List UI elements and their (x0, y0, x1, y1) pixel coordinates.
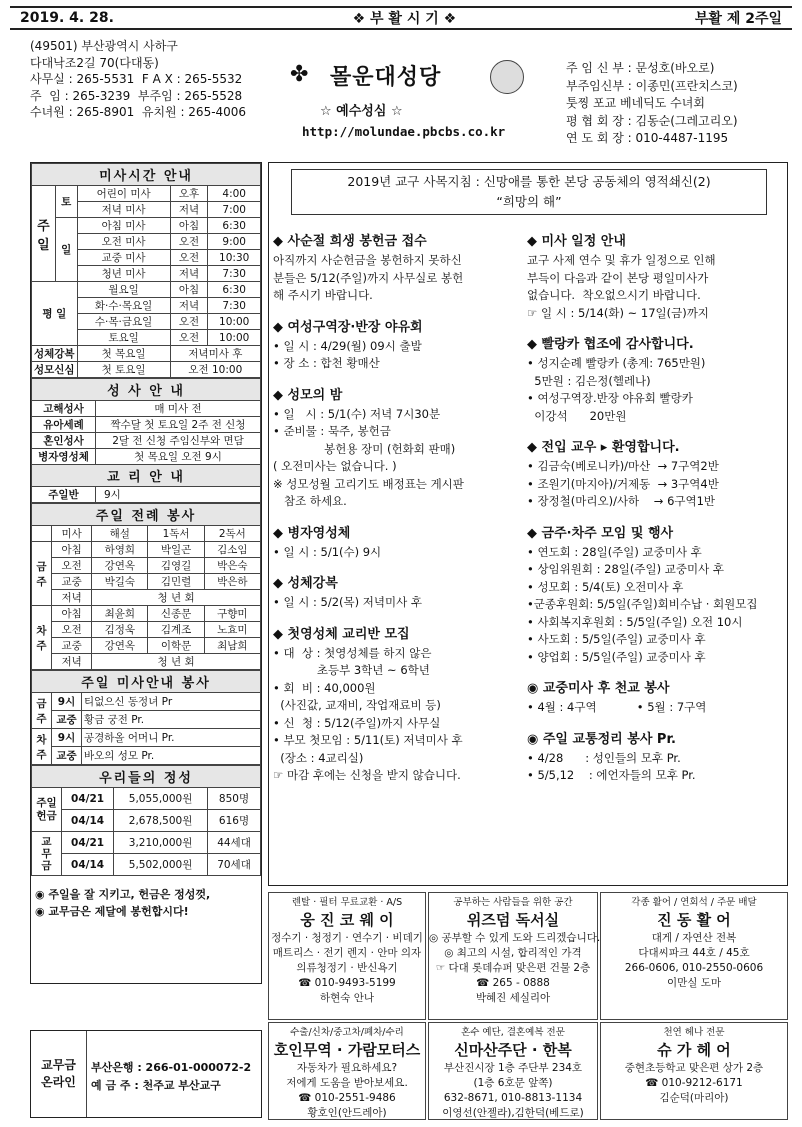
liturgy-group: 차주 (32, 606, 52, 670)
online-account: 부산은행 : 266-01-000072-2 예 금 주 : 천주교 부산교구 (91, 1061, 252, 1092)
mass-cell: 오전 10:00 (170, 362, 260, 378)
liturgy-cell: 박일곤 (148, 542, 204, 558)
notice-body: • 일 시 : 5/1(수) 9시 (273, 544, 382, 559)
notice-item (527, 231, 785, 322)
offering-count: 70세대 (208, 854, 261, 876)
ad-body: 중현초등학교 맞은편 상가 2층 ☎ 010-9212-6171 김순덕(마리아) (624, 1062, 764, 1104)
mass-extra-label: 성체강복 (32, 346, 78, 362)
liturgy-cell: 오전 (52, 558, 92, 574)
notice-item (273, 385, 525, 511)
sacrament-label: 병자영성체 (32, 449, 96, 465)
ad-top: 렌탈 · 필터 무료교환 · A/S (291, 897, 403, 908)
catechism-title: 교 리 안 내 (32, 465, 261, 487)
mass-cell: 첫 목요일 (77, 346, 170, 362)
notice-body: 교구 사제 연수 및 휴가 일정으로 인해 부득이 다음과 같이 본당 평일미사가 없습니다. 착오없으시기 바랍니다. ☞ 일 시 : 5/14(화) ~ 17일(금)까지 (527, 253, 716, 320)
liturgy-head: 미사 (52, 526, 92, 542)
ad-body: 정수기 · 청정기 · 연수기 · 비데기 매트리스 · 전기 렌지 · 안마 의자 의류청정기 · 반신욕기 ☎ 010-9493-5199 하현숙 안나 (271, 932, 423, 1004)
offering-amount: 3,210,000원 (114, 832, 208, 854)
notice-heading: ◆ 사순절 희생 봉헌금 접수 (273, 234, 427, 249)
guide-time: 9시 (52, 729, 82, 747)
offering-amount: 2,678,500원 (114, 810, 208, 832)
pastoral-title: 2019년 교구 사목지침 : 신망애를 통한 본당 공동체의 영적쇄신(2) “희망의 해” (291, 169, 767, 215)
sunday-label: 주일 (32, 186, 56, 282)
liturgy-cell: 노효미 (204, 622, 260, 638)
ad-body: 자동차가 필요하세요? 저에게 도움을 받아보세요. ☎ 010-2551-9486 황호인(안드레아) (286, 1062, 408, 1119)
mass-cell: 7:30 (208, 298, 261, 314)
liturgy-group: 금주 (32, 542, 52, 606)
parish-motto: ☆ 예수성심 ☆ (320, 104, 403, 119)
sacrament-label: 고해성사 (32, 401, 96, 417)
ad-top: 혼수 예단, 결혼예복 전문 (461, 1027, 565, 1038)
parish-name: 몰운대성당 (330, 65, 442, 90)
liturgy-cell: 최남희 (204, 638, 260, 654)
guide-title: 주일 미사안내 봉사 (32, 671, 261, 693)
mass-table (31, 163, 261, 378)
notice-body: • 일 시 : 4/29(월) 09시 출발 • 장 소 : 합천 황매산 (273, 338, 422, 370)
online-label: 교무금 온라인 (31, 1031, 87, 1117)
notice-item (527, 523, 785, 667)
ad-body: 대게 / 자연산 전복 다대씨파크 44호 / 45호 266-0606, 010-2550-0606 이만실 도마 (624, 932, 764, 989)
mass-row: 아침 미사 (77, 218, 170, 234)
ad-box (428, 892, 601, 1020)
mass-cell: 9:00 (208, 234, 261, 250)
liturgy-cell: 강연옥 (92, 558, 148, 574)
liturgy-cell: 김영길 (148, 558, 204, 574)
liturgy-cell: 교중 (52, 638, 92, 654)
sacrament-title: 성 사 안 내 (32, 379, 261, 401)
mass-extra-label: 성모신심 (32, 362, 78, 378)
ad-name: 웅 진 코 웨 이 (300, 911, 394, 929)
guide-value: 황금 궁전 Pr. (82, 711, 261, 729)
notice-body: • 연도회 : 28일(주일) 교중미사 후 • 상임위원회 : 28일(주일) 교중미사 후 • 성모회 : 5/4(토) 오전미사 후 •군종후원회: 5/5일(주일)회비수납 · 회원모집 • 사회복지후원회 : 5/5일(주일) 오전 10시 • 사도회 : 5/5일(주일) 교중미사 후 • 양업회 : 5/5일(주일) 교중미사 후 (527, 544, 758, 664)
notice-heading: ◉ 교중미사 후 천교 봉사 (527, 681, 670, 696)
week-label: 부활 제 2주일 (694, 11, 782, 27)
mass-row: 어린이 미사 (77, 186, 170, 202)
mass-cell: 10:30 (208, 250, 261, 266)
liturgy-cell: 박길숙 (92, 574, 148, 590)
notice-heading: ◆ 성모의 밤 (273, 387, 343, 403)
church-photo-icon (490, 60, 524, 94)
mass-row: 청년 미사 (77, 266, 170, 282)
ad-top: 공부하는 사람들을 위한 공간 (453, 897, 573, 908)
offering-count: 850명 (208, 788, 261, 810)
liturgy-cell: 김정욱 (92, 622, 148, 638)
mass-cell: 저녁미사 후 (170, 346, 260, 362)
mass-cell: 4:00 (208, 186, 261, 202)
guide-time: 교중 (52, 747, 82, 765)
ad-body: 부산진시장 1층 주단부 234호 (1층 6호문 앞쪽) 632-8671, 010-8813-1134 이영선(안젤라),김한덕(베드로) (442, 1062, 584, 1119)
notice-heading: ◆ 빨랑카 협조에 감사합니다. (527, 337, 694, 352)
notice-body: 아직까지 사순헌금을 봉헌하지 못하신 분들은 5/12(주일)까지 사무실로 봉헌 해 주시기 바랍니다. (273, 253, 464, 302)
notice-item (527, 437, 785, 511)
liturgy-cell: 최윤희 (92, 606, 148, 622)
offering-date: 04/21 (62, 788, 114, 810)
notice-item (527, 678, 785, 717)
guide-value: 공경하올 어머니 Pr. (82, 729, 261, 747)
ad-name: 위즈덤 독서실 (466, 911, 560, 929)
mass-cell: 오전 (170, 250, 208, 266)
ad-box (600, 1022, 788, 1120)
notice-heading: ◆ 전입 교우 ▸ 환영합니다. (527, 440, 680, 455)
offering-notice: ◉ 주일을 잘 지키고, 헌금은 정성껏, ◉ 교무금은 제달에 봉헌합시다! (35, 888, 211, 918)
notice-heading: ◆ 병자영성체 (273, 525, 351, 541)
ad-body: ◎ 공부할 수 있게 도와 드리겠습니다. ◎ 최고의 시설, 합리적인 가격 ☞ 다대 롯데슈퍼 맞은편 건물 2층 ☎ 265 - 0888 박혜진 세실리아 (429, 932, 601, 1004)
ad-name: 호인무역 · 가람모터스 (273, 1041, 421, 1059)
notice-heading: ◆ 첫영성체 교리반 모집 (273, 626, 410, 642)
liturgy-cell: 아침 (52, 606, 92, 622)
parish-address: (49501) 부산광역시 사하구 다대낙조2길 70(다대동) 사무실 : 265-5531 F A X : 265-5532 주 임 : 265-3239 부주임 : 265-5528 수녀원 : 265-8901 유치원 : 265-4006 (30, 39, 247, 119)
liturgy-table (31, 503, 261, 670)
ad-top: 각종 활어 / 연회석 / 주문 배달 (631, 897, 757, 908)
sacrament-value: 첫 목요일 오전 9시 (96, 449, 261, 465)
notice-item (273, 231, 525, 305)
sacrament-value: 짝수달 첫 토요일 2주 전 신청 (96, 417, 261, 433)
main-news (268, 162, 788, 886)
weekday-label: 평 일 (32, 282, 78, 346)
liturgy-cell: 강연옥 (92, 638, 148, 654)
mass-cell: 7:00 (208, 202, 261, 218)
mass-row: 수·목·금요일 (77, 314, 170, 330)
mass-cell: 저녁 (170, 298, 208, 314)
guide-group: 차주 (32, 729, 52, 765)
guide-group: 금주 (32, 693, 52, 729)
mass-row: 토요일 (77, 330, 170, 346)
liturgy-head: 2독서 (204, 526, 260, 542)
mass-cell: 10:00 (208, 314, 261, 330)
notice-heading: ◆ 여성구역장·반장 야유회 (273, 319, 423, 335)
offering-group: 주일 헌금 (32, 788, 62, 832)
liturgy-cell: 구향미 (204, 606, 260, 622)
notice-item (273, 573, 525, 612)
liturgy-head: 해설 (92, 526, 148, 542)
online-box (30, 1030, 262, 1118)
news-column-left (273, 231, 525, 797)
season-label: ❖ 부 활 시 기 ❖ (352, 11, 457, 27)
header-bar (10, 6, 792, 30)
sacrament-value: 매 미사 전 (96, 401, 261, 417)
notice-item (273, 317, 525, 373)
offering-count: 616명 (208, 810, 261, 832)
ad-box (600, 892, 788, 1020)
offering-count: 44세대 (208, 832, 261, 854)
mass-cell: 7:30 (208, 266, 261, 282)
mass-cell: 10:00 (208, 330, 261, 346)
issue-date: 2019. 4. 28. (20, 10, 114, 26)
liturgy-cell: 저녁 (52, 590, 92, 606)
liturgy-cell: 신종문 (148, 606, 204, 622)
ad-top: 수출/신차/중고차/폐차/수리 (290, 1027, 404, 1038)
ad-box (268, 892, 426, 1020)
catechism-label: 주일반 (32, 487, 96, 503)
news-column-right (527, 231, 785, 797)
mass-cell: 오전 (170, 314, 208, 330)
notice-heading: ◆ 미사 일정 안내 (527, 234, 626, 249)
church-emblem-icon: ✤ (290, 62, 309, 87)
offering-amount: 5,055,000원 (114, 788, 208, 810)
ad-name: 슈 가 헤 어 (657, 1041, 731, 1059)
liturgy-cell: 아침 (52, 542, 92, 558)
mass-cell: 오전 (170, 234, 208, 250)
mass-cell: 오후 (170, 186, 208, 202)
parish-url[interactable]: http://molundae.pbcbs.co.kr (302, 124, 506, 139)
sacrament-value: 2달 전 신청 주임신부와 면담 (96, 433, 261, 449)
notice-item (527, 729, 785, 785)
liturgy-cell: 박은숙 (204, 558, 260, 574)
offering-title: 우리들의 정성 (32, 766, 261, 788)
notice-body: • 일 시 : 5/2(목) 저녁미사 후 (273, 595, 422, 609)
mass-cell: 저녁 (170, 202, 208, 218)
notice-body: • 일 시 : 5/1(수) 저녁 7시30분 • 준비물 : 묵주, 봉헌금 봉헌용 장미 (헌화회 판매) ( 오전미사는 없습니다. ) ※ 성모성월 고리기도 배정표는 게시판 참조 하세요. (273, 406, 464, 508)
mass-cell: 6:30 (208, 282, 261, 298)
staff-list: 주 임 신 부 : 문성호(바오로) 부주임신부 : 이종민(프란치스코) 툿찡 포교 베네딕도 수녀회 평 협 회 장 : 김동순(그레고리오) 연 도 회 장 : 010-4487-1195 (566, 61, 738, 145)
notice-body: • 4월 : 4구역 • 5월 : 7구역 (527, 700, 707, 714)
liturgy-title: 주일 전례 봉사 (32, 504, 261, 526)
sat-label: 토 (55, 186, 77, 218)
liturgy-cell: 하영희 (92, 542, 148, 558)
mass-row: 월요일 (77, 282, 170, 298)
notice-item (527, 334, 785, 425)
sun-label: 일 (55, 218, 77, 282)
mass-cell: 아침 (170, 282, 208, 298)
mass-cell: 6:30 (208, 218, 261, 234)
mass-row: 저녁 미사 (77, 202, 170, 218)
liturgy-cell: 박은하 (204, 574, 260, 590)
offering-table (31, 765, 261, 876)
ad-name: 신마산주단 · 한복 (454, 1041, 572, 1059)
ad-name: 진 동 활 어 (657, 911, 731, 929)
notice-body: • 성지순례 빨랑카 (총계: 765만원) 5만원 : 김은정(헬레나) • 여성구역장.반장 야유회 빨랑카 이강석 20만원 (527, 356, 706, 423)
liturgy-cell: 김계조 (148, 622, 204, 638)
notice-heading: ◆ 금주·차주 모임 및 행사 (527, 525, 674, 541)
sacrament-table (31, 378, 261, 503)
liturgy-cell: 청 년 회 (92, 590, 261, 606)
notice-heading: ◉ 주일 교통정리 봉사 Pr. (527, 731, 676, 747)
mass-cell: 저녁 (170, 266, 208, 282)
liturgy-cell: 교중 (52, 574, 92, 590)
guide-time: 9시 (52, 693, 82, 711)
guide-time: 교중 (52, 711, 82, 729)
catechism-value: 9시 (96, 487, 261, 503)
left-sidebar (30, 162, 262, 984)
notice-item (273, 624, 525, 785)
mass-row: 화·수·목요일 (77, 298, 170, 314)
liturgy-cell: 이학문 (148, 638, 204, 654)
liturgy-cell: 청 년 회 (92, 654, 261, 670)
liturgy-head: 1독서 (148, 526, 204, 542)
offering-date: 04/21 (62, 832, 114, 854)
ad-top: 천연 헤나 전문 (663, 1027, 725, 1038)
mass-row: 교중 미사 (77, 250, 170, 266)
offering-date: 04/14 (62, 810, 114, 832)
notice-body: • 대 상 : 첫영성체를 하지 않은 초등부 3학년 ~ 6학년 • 회 비 : 40,000원 (사진값, 교재비, 작업재료비 등) • 신 청 : 5/12(주일)까지 사무실 • 부모 첫모임 : 5/11(토) 저녁미사 후 (장소 : 4교리실) ☞ 마감 후에는 신청을 받지 않습니다. (273, 645, 463, 782)
liturgy-cell: 김민렬 (148, 574, 204, 590)
parish-logo-block (290, 58, 530, 138)
mass-cell: 첫 토요일 (77, 362, 170, 378)
notice-body: • 4/28 : 성인들의 모후 Pr. • 5/5,12 : 에언자들의 모후 Pr. (527, 750, 696, 782)
notice-heading: ◆ 성체강복 (273, 576, 338, 591)
mass-row: 오전 미사 (77, 234, 170, 250)
ad-box (428, 1022, 598, 1120)
notice-item (273, 523, 525, 562)
ad-box (268, 1022, 426, 1120)
offering-amount: 5,502,000원 (114, 854, 208, 876)
liturgy-cell: 오전 (52, 622, 92, 638)
mass-title: 미사시간 안내 (32, 164, 261, 186)
sacrament-label: 혼인성사 (32, 433, 96, 449)
sacrament-label: 유아세례 (32, 417, 96, 433)
liturgy-cell: 저녁 (52, 654, 92, 670)
guide-value: 티없으신 동정녀 Pr (82, 693, 261, 711)
offering-group: 교 무 금 (32, 832, 62, 876)
mass-cell: 오전 (170, 330, 208, 346)
mass-cell: 아침 (170, 218, 208, 234)
guide-value: 바오의 성모 Pr. (82, 747, 261, 765)
notice-body: • 김금숙(베로니카)/마산 → 7구역2반 • 조원기(마지아)/거제동 → 3구역4반 • 장정철(마리오)/사하 → 6구역1반 (527, 459, 719, 508)
guide-table (31, 670, 261, 765)
liturgy-cell: 김소임 (204, 542, 260, 558)
offering-date: 04/14 (62, 854, 114, 876)
